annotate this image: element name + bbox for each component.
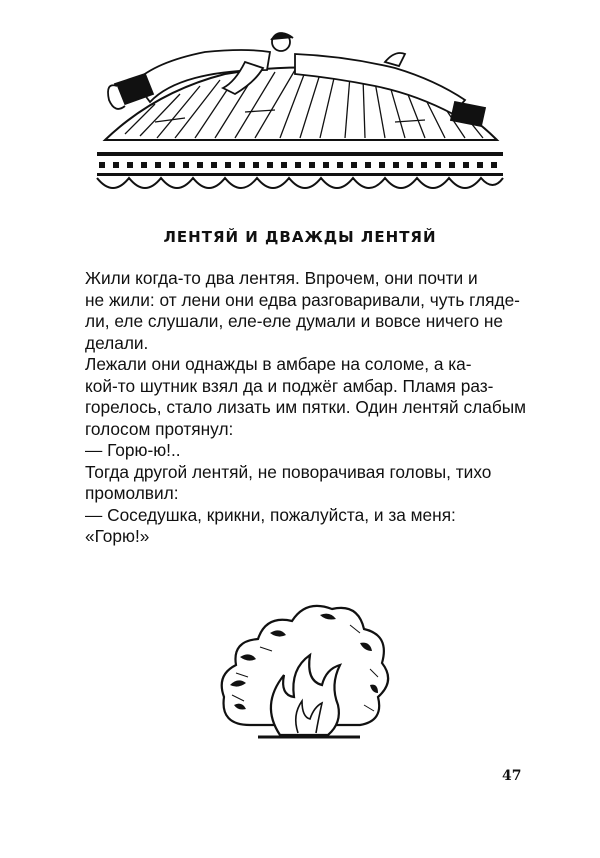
text-line: Тогда другой лентяй, не поворачивая головы, тихо [85,461,492,482]
text-line: промолвил: [85,483,179,503]
text-line: не жили: от лени они едва разговаривали, чуть гляде- [85,289,520,310]
haystack-illustration [95,22,505,202]
text-line: ли, еле слушали, еле-еле думали и вовсе ничего не [85,311,504,331]
text-line: голосом протянул: [85,418,234,439]
text-line: делали. [85,332,149,353]
text-line: — Горю-ю!.. [85,440,181,460]
story-title: ЛЕНТЯЙ И ДВАЖДЫ ЛЕНТЯЙ [163,228,437,246]
page-number: 47 [502,768,522,784]
story-text [85,268,555,548]
fire-illustration [210,585,400,775]
text-line: горелось, стало лизать им пятки. Один лентяй слабым [85,397,527,417]
text-line: «Горю!» [85,526,150,546]
text-line: Жили когда-то два лентяя. Впрочем, они почти и [85,268,478,288]
text-line: Лежали они однажды в амбаре на соломе, а ка- [85,354,472,374]
text-line: — Соседушка, крикни, пожалуйста, и за меня: [85,504,456,525]
text-line: кой-то шутник взял да и поджёг амбар. Пламя раз- [85,375,494,396]
